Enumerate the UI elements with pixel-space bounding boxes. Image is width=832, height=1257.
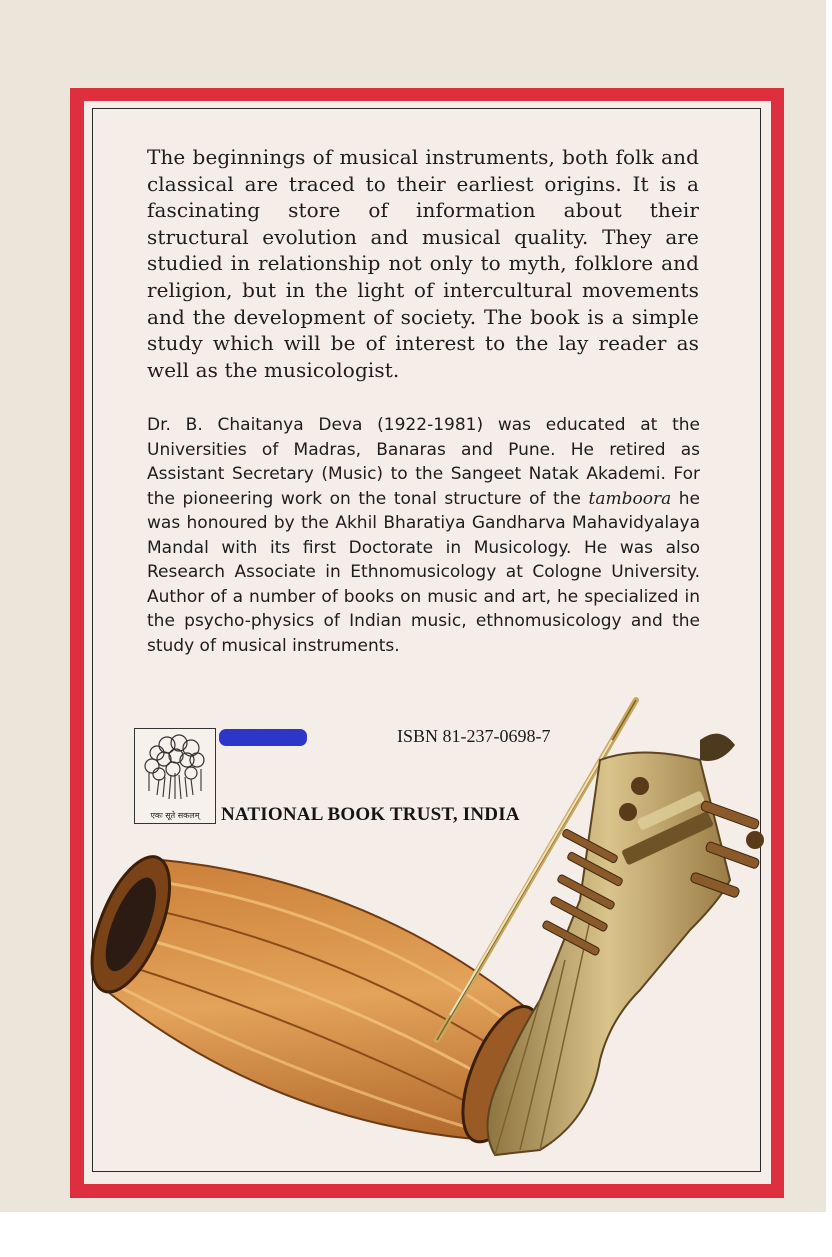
- price-overmark: Rs. 30.00: [219, 729, 307, 746]
- bio-italic-term: tamboora: [588, 488, 672, 509]
- banyan-tree-icon: [135, 729, 215, 803]
- publisher-logo: [134, 728, 216, 824]
- bio-text-part-2: he was honoured by the Akhil Bharatiya Gandharva Mahavidyalaya Mandal with its first Doctorate in Musicology. He was also Research Associate in Ethnomusicology at Cologne University. Author of a number of books on music and art, he specialized in the psycho-physics of Indian music, ethnomusicology and the study of musical instruments.: [147, 488, 701, 656]
- book-description: The beginnings of musical instruments, both folk and classical are traced to their earliest origins. It is a fascinating store of information about their structural evolution and musical quality. They are studied in relationship not only to myth, folklore and religion, but in the light of intercultural movements and the development of society. The book is a simple study which will be of interest to the lay reader as well as the musicologist.: [147, 145, 699, 382]
- sarangi: [488, 734, 765, 1155]
- logo-motto: एकः सूते सकलम्: [150, 811, 200, 820]
- bio-text-part-1: Dr. B. Chaitanya Deva (1922-1981) was educated at the Universities of Madras, Banaras and Pune. He retired as Assistant Secretary (Music) to the Sangeet Natak Akademi. For the pioneering work on the tonal structure of the: [147, 415, 700, 509]
- isbn-label: ISBN 81-237-0698-7: [397, 726, 551, 746]
- publisher-name: NATIONAL BOOK TRUST, INDIA: [221, 804, 520, 825]
